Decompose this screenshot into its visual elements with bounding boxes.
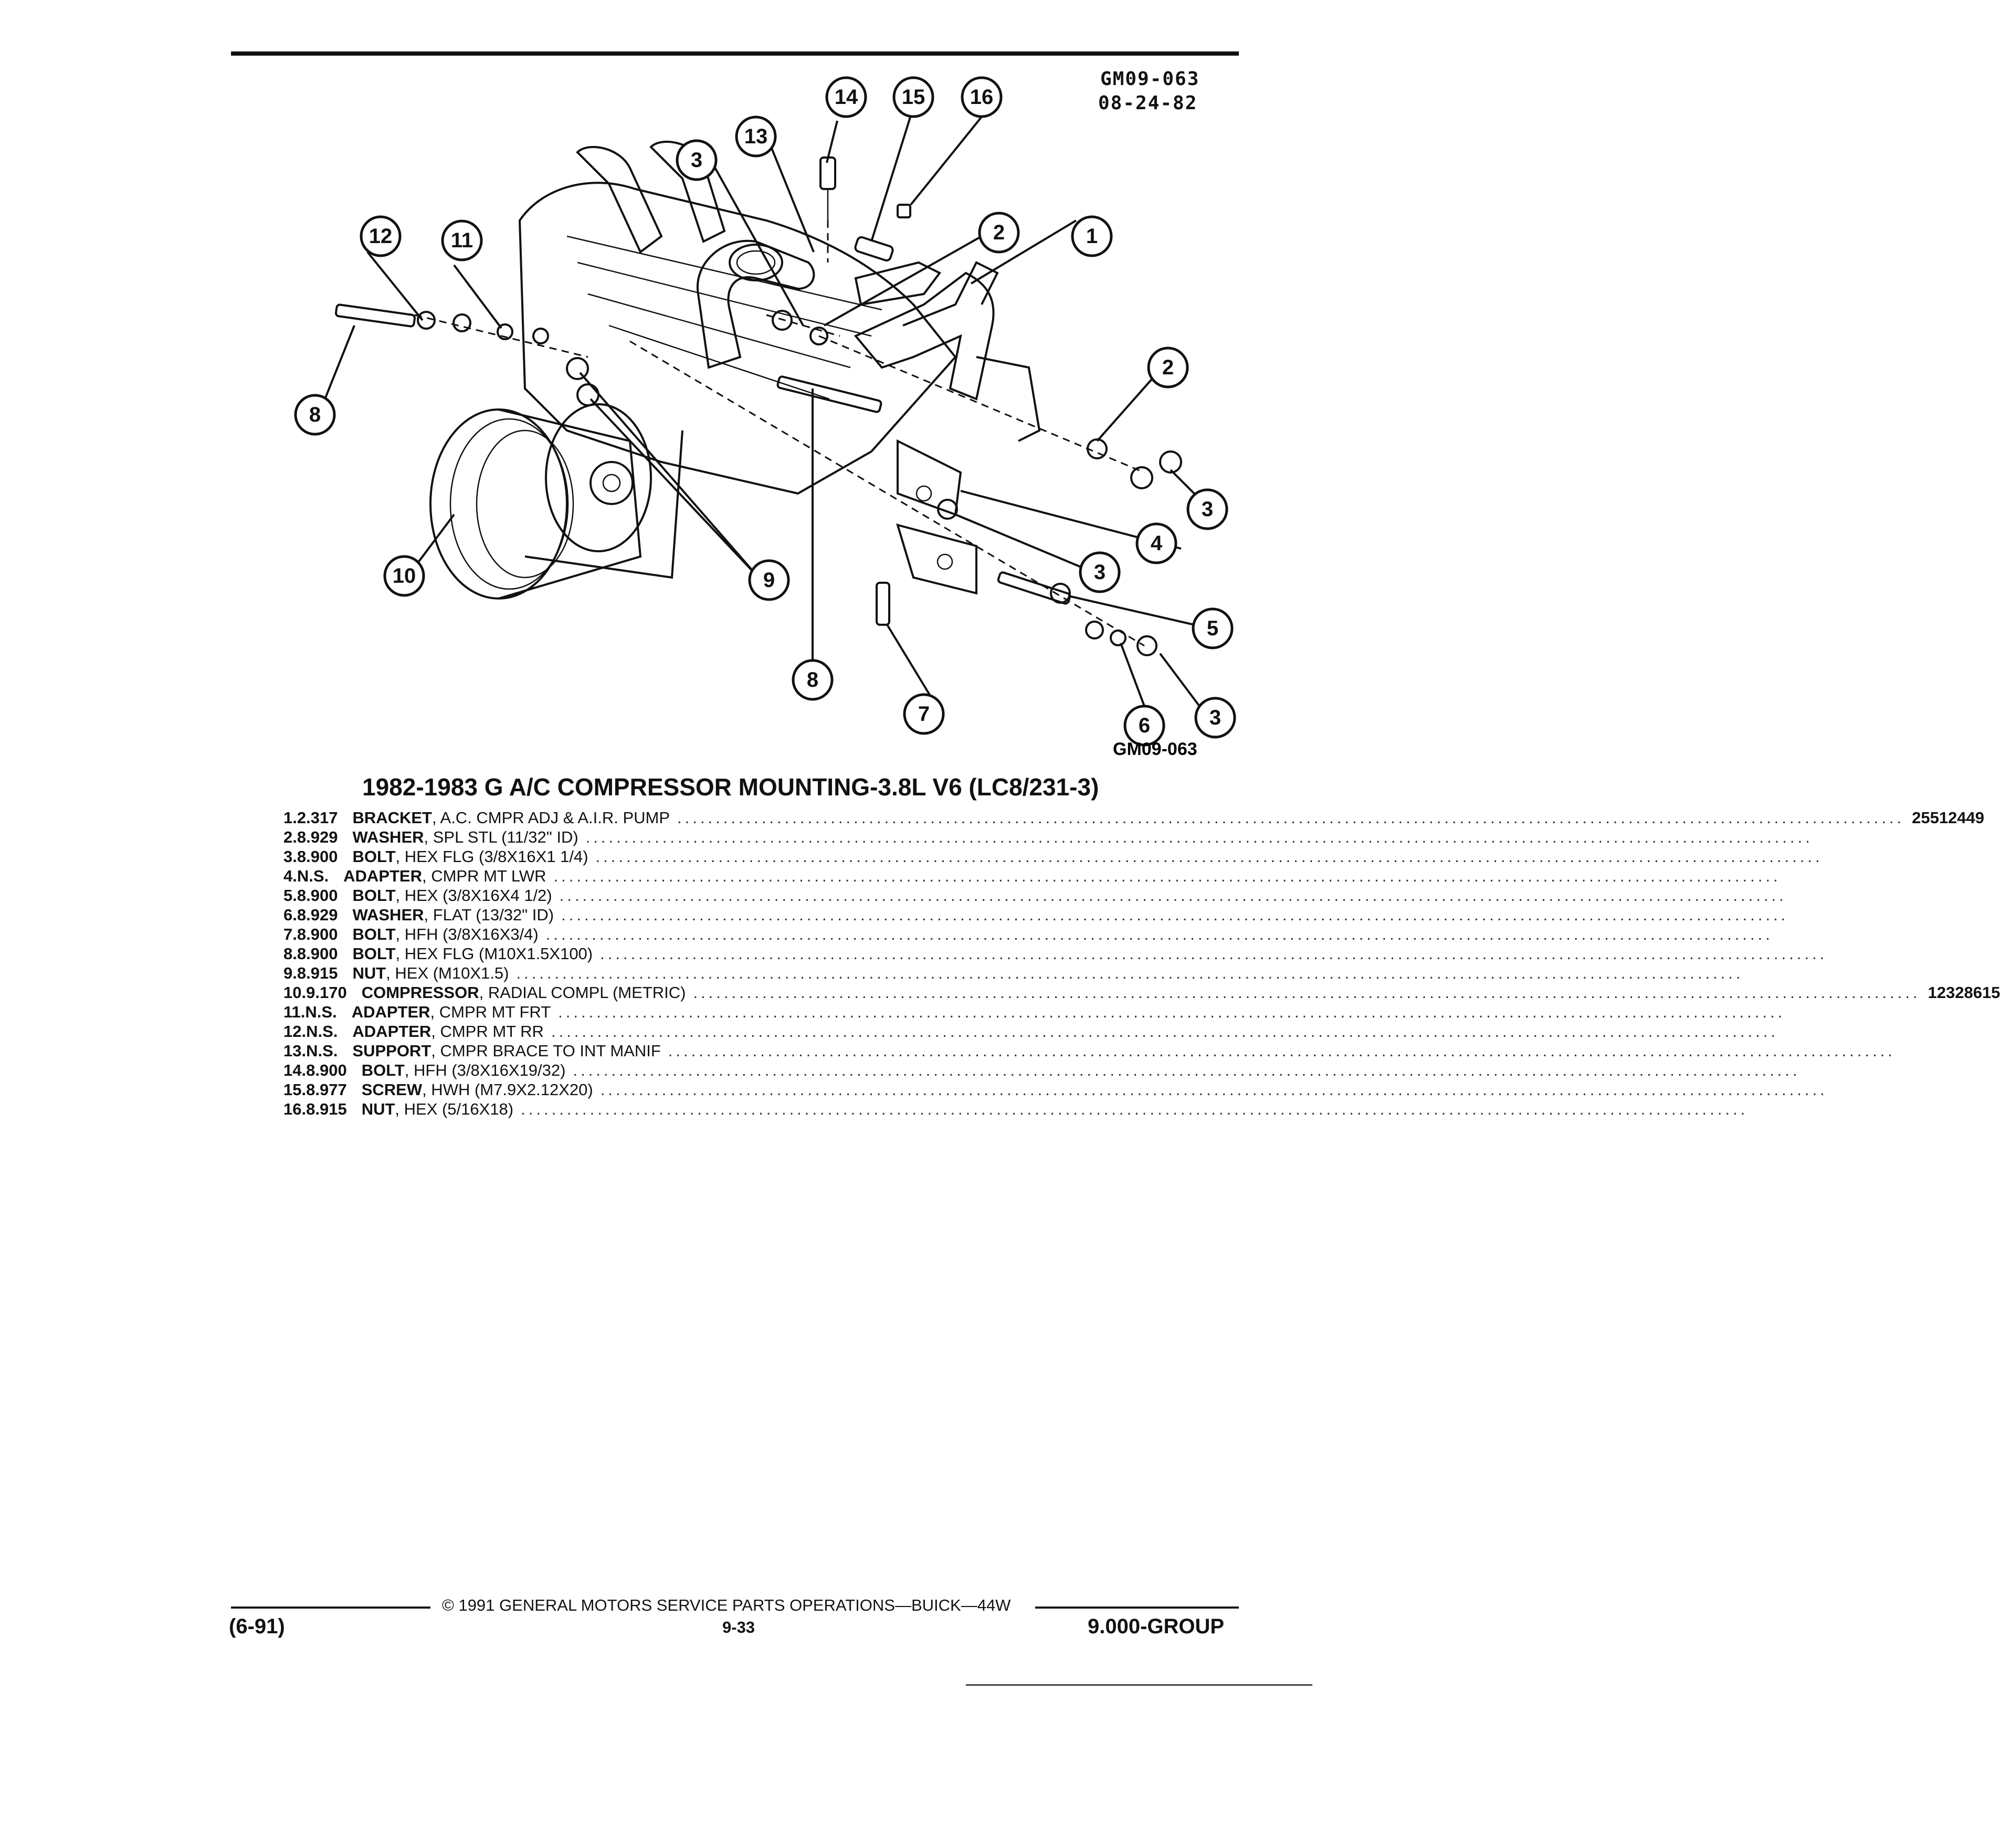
group-number: N.S. <box>305 1003 337 1021</box>
svg-text:5: 5 <box>1206 617 1219 640</box>
callout-3-mid <box>1080 553 1119 592</box>
svg-text:2: 2 <box>1162 356 1174 379</box>
part-name: NUT <box>352 964 386 982</box>
part-spec: , CMPR BRACE TO INT MANIF <box>431 1042 661 1060</box>
part-number: 12328615 <box>1928 983 2000 1002</box>
callout-4 <box>1137 524 1176 563</box>
part-spec: , SPL STL (11/32" ID) <box>424 828 578 846</box>
callout-3-right <box>1188 490 1227 529</box>
part-description <box>352 925 538 944</box>
svg-text:8: 8 <box>309 403 321 426</box>
part-row <box>283 925 1773 944</box>
group-number: 8.977 <box>306 1080 347 1099</box>
item-number: 5. <box>283 886 297 905</box>
engine-block-illustration <box>520 142 955 494</box>
leader-dots: ................................................................................................................................................................ <box>516 964 1744 982</box>
leader-dots: ................................................................................................................................................................ <box>551 1022 1778 1041</box>
leader-lines <box>323 116 1210 717</box>
leader-dots: ................................................................................................................................................................ <box>600 944 1828 963</box>
footer-copyright: © 1991 GENERAL MOTORS SERVICE PARTS OPERATIONS—BUICK—44W <box>442 1596 1011 1614</box>
group-number: 8.900 <box>297 944 338 963</box>
leader-dots: ................................................................................................................................................................ <box>545 925 1773 943</box>
item-number: 15. <box>283 1080 307 1099</box>
part-spec: , HEX FLG (3/8X16X1 1/4) <box>395 847 588 866</box>
svg-text:3: 3 <box>1201 498 1214 521</box>
part-name: BOLT <box>352 847 396 866</box>
part-row <box>283 828 1813 847</box>
group-number: 8.915 <box>306 1100 347 1118</box>
part-row <box>283 1042 1896 1061</box>
leader-dots: ................................................................................................................................................................ <box>559 886 1787 905</box>
part-description <box>352 906 554 925</box>
footer-rule-right <box>1035 1606 1239 1609</box>
leader-dots: ................................................................................................................................................................ <box>600 1080 1828 1099</box>
bracket-illustration <box>856 262 1039 593</box>
item-number: 14. <box>283 1061 307 1079</box>
part-spec: , HFH (3/8X16X3/4) <box>395 925 539 943</box>
part-name: BOLT <box>352 944 396 963</box>
part-spec: , RADIAL COMPL (METRIC) <box>479 983 686 1002</box>
leader-dots: ................................................................................................................................................................ <box>561 906 1789 924</box>
part-description <box>362 1100 513 1119</box>
part-name: WASHER <box>352 906 424 924</box>
part-description <box>362 1061 566 1080</box>
item-number: 7. <box>283 925 297 943</box>
part-row <box>283 1003 1786 1022</box>
svg-text:12: 12 <box>369 225 393 248</box>
part-description <box>362 1080 593 1099</box>
part-name: ADAPTER <box>343 867 422 885</box>
compressor-illustration <box>430 404 682 598</box>
part-spec: , FLAT (13/32" ID) <box>424 906 554 924</box>
top-rule <box>231 51 1239 56</box>
part-row <box>283 1100 1749 1119</box>
part-description <box>352 847 588 866</box>
callout-11 <box>443 221 481 260</box>
item-number: 8. <box>283 944 297 963</box>
item-number: 13. <box>283 1042 307 1060</box>
part-row <box>283 867 1781 886</box>
exploded-parts-diagram <box>294 63 1249 766</box>
part-row <box>283 886 1787 906</box>
part-name: WASHER <box>352 828 424 846</box>
part-spec: , HEX FLG (M10X1.5X100) <box>395 944 593 963</box>
callout-7 <box>904 695 943 733</box>
part-spec: , CMPR MT RR <box>431 1022 544 1041</box>
part-spec: , HEX (M10X1.5) <box>386 964 509 982</box>
item-number: 10. <box>283 983 307 1002</box>
part-spec: , HEX (5/16X18) <box>395 1100 514 1118</box>
svg-text:10: 10 <box>392 564 416 587</box>
leader-dots: ................................................................................................................................................................ <box>668 1042 1896 1060</box>
part-row <box>283 1022 1778 1042</box>
svg-text:13: 13 <box>744 125 768 148</box>
part-name: BOLT <box>352 925 396 943</box>
part-row <box>283 808 1985 828</box>
item-number: 4. <box>283 867 297 885</box>
group-label: 9.000-GROUP <box>1088 1615 1225 1638</box>
part-name: SCREW <box>361 1080 423 1099</box>
svg-text:3: 3 <box>1209 706 1222 729</box>
parts-list <box>283 808 2000 1119</box>
leader-dots: ................................................................................................................................................................ <box>521 1100 1749 1118</box>
svg-text:6: 6 <box>1138 714 1151 737</box>
part-name: ADAPTER <box>351 1003 430 1021</box>
leader-dots: ................................................................................................................................................................ <box>677 808 1905 827</box>
revision-date: (6-91) <box>229 1615 285 1638</box>
callout-14 <box>827 78 866 117</box>
part-row <box>283 1061 1801 1080</box>
part-description <box>352 1022 544 1041</box>
part-spec: , CMPR MT FRT <box>430 1003 551 1021</box>
callout-13 <box>736 117 775 156</box>
callout-2-top <box>980 213 1018 252</box>
part-description <box>352 1042 660 1060</box>
callout-10 <box>385 556 424 595</box>
callout-3-top <box>677 141 716 180</box>
part-description <box>352 944 593 963</box>
part-spec: , HEX (3/8X16X4 1/2) <box>395 886 552 905</box>
svg-text:2: 2 <box>993 221 1005 244</box>
part-description <box>352 828 578 847</box>
callout-8-left <box>296 395 334 434</box>
svg-text:3: 3 <box>1093 561 1106 584</box>
item-number: 2. <box>283 828 297 846</box>
part-name: BOLT <box>361 1061 405 1079</box>
leader-dots: ................................................................................................................................................................ <box>693 983 1921 1002</box>
part-spec: , CMPR MT LWR <box>422 867 546 885</box>
drawing-date: 08-24-82 <box>1098 92 1198 114</box>
leader-dots: ................................................................................................................................................................ <box>553 867 1781 885</box>
part-row <box>283 983 2000 1003</box>
callout-8-bottom <box>793 660 832 699</box>
part-name: BRACKET <box>352 808 432 827</box>
part-row <box>283 847 1823 867</box>
part-name: NUT <box>361 1100 395 1118</box>
leader-dots: ................................................................................................................................................................ <box>595 847 1823 866</box>
group-number: 8.900 <box>297 886 338 905</box>
item-number: 6. <box>283 906 297 924</box>
item-number: 9. <box>283 964 297 982</box>
footer-rule-left <box>231 1606 430 1609</box>
part-spec: , HWH (M7.9X2.12X20) <box>422 1080 593 1099</box>
page-number: 9-33 <box>722 1618 755 1636</box>
part-row <box>283 964 1744 983</box>
part-row <box>283 944 1828 964</box>
svg-text:11: 11 <box>450 229 473 252</box>
group-number: 8.900 <box>297 847 338 866</box>
svg-text:14: 14 <box>834 86 858 109</box>
item-number: 1. <box>283 808 297 827</box>
part-description <box>343 867 546 886</box>
group-number: N.S. <box>297 867 329 885</box>
leader-dots: ................................................................................................................................................................ <box>585 828 1813 846</box>
part-number: 25512449 <box>1912 808 1985 827</box>
callout-15 <box>894 78 933 117</box>
svg-text:15: 15 <box>901 86 925 109</box>
group-number: 9.170 <box>306 983 347 1002</box>
part-description <box>352 1003 551 1022</box>
group-number: 8.900 <box>306 1061 347 1079</box>
item-number: 12. <box>283 1022 307 1041</box>
group-number: 2.317 <box>297 808 338 827</box>
group-number: 8.929 <box>297 828 338 846</box>
scan-edge-line <box>966 1684 1312 1686</box>
part-row <box>283 906 1789 925</box>
part-name: SUPPORT <box>352 1042 431 1060</box>
svg-text:7: 7 <box>918 702 930 726</box>
item-number: 11. <box>283 1003 306 1021</box>
part-name: COMPRESSOR <box>361 983 479 1002</box>
part-name: BOLT <box>352 886 396 905</box>
part-name: ADAPTER <box>352 1022 431 1041</box>
callout-12 <box>361 217 400 256</box>
svg-text:16: 16 <box>970 86 994 109</box>
part-spec: , A.C. CMPR ADJ & A.I.R. PUMP <box>432 808 670 827</box>
svg-text:1: 1 <box>1086 225 1098 248</box>
svg-text:3: 3 <box>690 149 703 172</box>
group-number: N.S. <box>306 1042 338 1060</box>
group-number: 8.915 <box>297 964 338 982</box>
part-row <box>283 1080 1828 1100</box>
callout-16 <box>962 78 1001 117</box>
group-number: N.S. <box>306 1022 338 1041</box>
callout-2-right <box>1149 348 1187 387</box>
drawing-code: GM09-063 <box>1100 68 1200 90</box>
leader-dots: ................................................................................................................................................................ <box>558 1003 1786 1021</box>
part-description <box>362 983 686 1002</box>
callout-1 <box>1072 217 1111 256</box>
section-title: 1982-1983 G A/C COMPRESSOR MOUNTING-3.8L V6 (LC8/231-3) <box>362 773 1099 801</box>
group-number: 8.900 <box>297 925 338 943</box>
diagram-ref-code: GM09-063 <box>1113 739 1197 759</box>
part-description <box>352 886 552 905</box>
callout-3-bottom <box>1196 698 1235 737</box>
callout-5 <box>1193 609 1232 648</box>
part-description <box>352 964 509 983</box>
svg-text:8: 8 <box>806 668 819 691</box>
callout-9 <box>750 561 788 600</box>
part-description <box>352 808 670 827</box>
group-number: 8.929 <box>297 906 338 924</box>
item-number: 3. <box>283 847 297 866</box>
part-spec: , HFH (3/8X16X19/32) <box>404 1061 566 1079</box>
item-number: 16. <box>283 1100 307 1118</box>
svg-text:9: 9 <box>763 569 775 592</box>
svg-text:4: 4 <box>1150 532 1163 555</box>
leader-dots: ................................................................................................................................................................ <box>573 1061 1801 1079</box>
